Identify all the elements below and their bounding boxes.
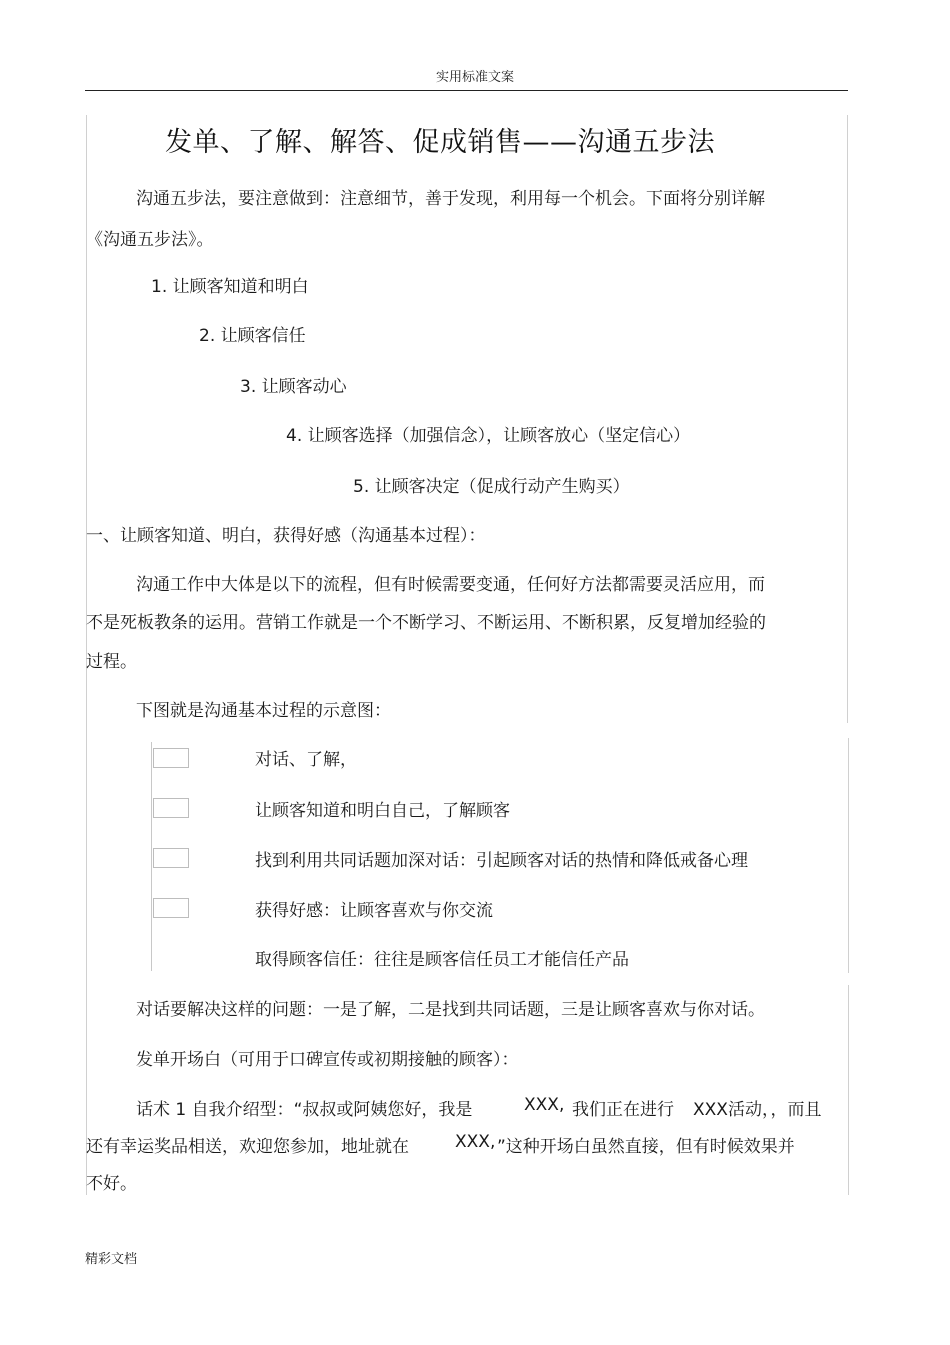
script-1-part-g: ”这种开场白虽然直接，但有时候效果并 [497, 1137, 795, 1157]
right-border-line-top [847, 115, 848, 723]
flow-box-4 [153, 898, 189, 918]
document-title: 发单、了解、解答、促成销售——沟通五步法 [165, 127, 715, 158]
step-5: 5. 让顾客决定（促成行动产生购买） [353, 477, 630, 497]
page-header: 实用标准文案 [435, 70, 514, 85]
script-1-part-c: 我们正在进行 [572, 1100, 674, 1120]
flow-step-1: 对话、了解， [255, 750, 357, 770]
step-2: 2. 让顾客信任 [199, 326, 306, 346]
dialogue-goals: 对话要解决这样的问题：一是了解，二是找到共同话题，三是让顾客喜欢与你对话。 [136, 1000, 765, 1020]
script-1-part-a: 话术 1 自我介绍型：“叔叔或阿姨您好，我是 [136, 1100, 473, 1120]
script-1-part-h: 不好。 [86, 1174, 137, 1194]
step-1: 1. 让顾客知道和明白 [151, 277, 309, 297]
flow-box-1 [153, 748, 189, 768]
flow-step-2: 让顾客知道和明白自己，了解顾客 [255, 801, 510, 821]
flow-box-2 [153, 798, 189, 818]
header-divider [85, 90, 848, 91]
flow-step-3: 找到利用共同话题加深对话：引起顾客对话的热情和降低戒备心理 [255, 851, 748, 871]
section-1-paragraph-line-3: 过程。 [86, 652, 137, 672]
step-4: 4. 让顾客选择（加强信念），让顾客放心（坚定信心） [286, 426, 691, 446]
script-1-part-b: XXX, [524, 1095, 565, 1115]
flow-connector-line [151, 742, 152, 971]
step-3: 3. 让顾客动心 [240, 377, 347, 397]
flow-box-3 [153, 848, 189, 868]
diagram-intro: 下图就是沟通基本过程的示意图： [136, 701, 391, 721]
script-1-part-e: 还有幸运奖品相送，欢迎您参加，地址就在 [86, 1137, 409, 1157]
intro-line-1: 沟通五步法，要注意做到：注意细节，善于发现，利用每一个机会。下面将分别详解 [136, 189, 765, 209]
flow-step-4: 获得好感：让顾客喜欢与你交流 [255, 901, 493, 921]
intro-line-2: 《沟通五步法》。 [86, 230, 214, 250]
opening-heading: 发单开场白（可用于口碑宣传或初期接触的顾客）： [136, 1050, 519, 1070]
page-footer: 精彩文档 [85, 1252, 138, 1267]
script-1-part-d: XXX活动，，而且 [693, 1100, 822, 1120]
right-border-line-bottom [848, 985, 849, 1195]
section-1-heading: 一、让顾客知道、明白，获得好感（沟通基本过程）： [86, 526, 486, 546]
script-1-part-f: XXX, [455, 1132, 496, 1152]
flow-step-5: 取得顾客信任：往往是顾客信任员工才能信任产品 [255, 950, 629, 970]
right-border-line-mid [848, 738, 849, 973]
section-1-paragraph-line-1: 沟通工作中大体是以下的流程，但有时候需要变通，任何好方法都需要灵活应用，而 [136, 575, 765, 595]
section-1-paragraph-line-2: 不是死板教条的运用。营销工作就是一个不断学习、不断运用、不断积累，反复增加经验的 [86, 613, 766, 633]
